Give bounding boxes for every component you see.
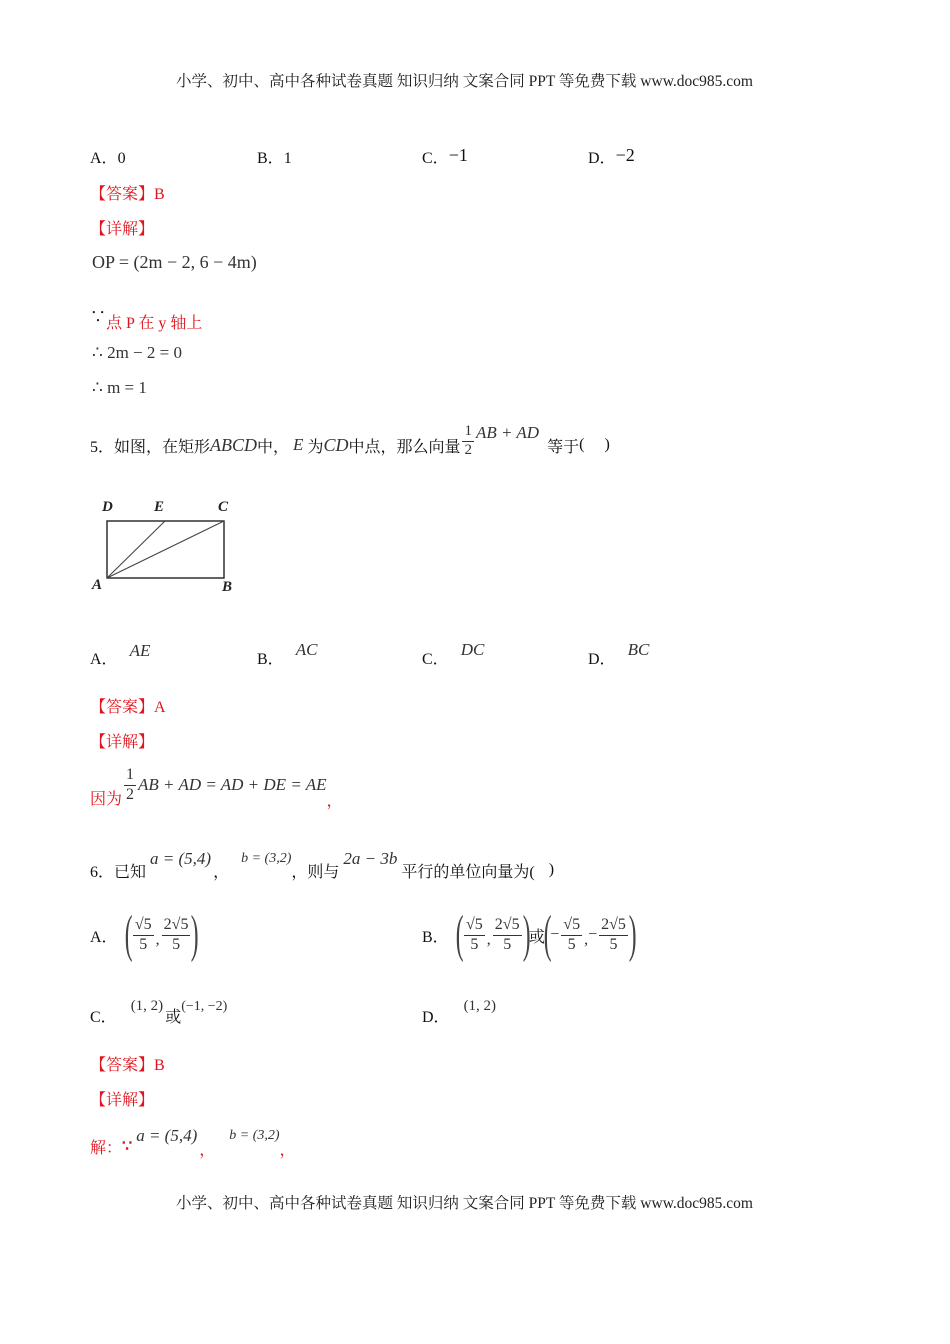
vector-value: (1, 2) xyxy=(463,998,497,1014)
question-number: 5． xyxy=(90,438,115,456)
frac-den: 5 xyxy=(503,935,512,953)
stem-text: 中， xyxy=(257,438,290,456)
fraction-x xyxy=(133,917,154,954)
option-value: AC xyxy=(295,640,318,659)
q6-option-a xyxy=(90,905,198,965)
vector-a: a = (5,4) xyxy=(150,849,212,868)
vector-a: a = (5,4) xyxy=(136,1126,198,1145)
option-label: A． xyxy=(90,651,118,668)
or-text: 或 xyxy=(165,1009,182,1026)
q6-option-c xyxy=(90,998,228,1027)
q5-option-c xyxy=(422,640,485,669)
minus-sign: − xyxy=(588,926,598,943)
because-text: 因为 xyxy=(90,790,123,808)
punctuation: ， xyxy=(279,1141,296,1159)
right-paren: ) xyxy=(522,906,531,963)
answer-blank: ( ) xyxy=(579,436,610,453)
label-a: A xyxy=(92,577,103,593)
fraction-neg-x xyxy=(561,917,582,954)
because-text: 点 P 在 y 轴上 xyxy=(106,315,203,332)
math-expr: AB + AD = AD + DE = AE xyxy=(138,775,327,794)
stem-text: ，则与 xyxy=(291,863,340,881)
q5-option-a xyxy=(90,641,151,669)
left-paren: ( xyxy=(543,906,552,963)
q5-option-d xyxy=(588,640,650,669)
q6-option-b xyxy=(422,905,635,965)
option-value: BC xyxy=(627,640,650,659)
right-paren: ) xyxy=(628,906,637,963)
q4-option-a xyxy=(90,145,126,168)
q4-option-d xyxy=(588,145,635,168)
because-symbol: ∵ xyxy=(90,309,107,326)
option-value: −1 xyxy=(448,145,468,165)
frac-num: 2√5 xyxy=(162,917,191,936)
label-b: B xyxy=(222,579,233,595)
comma: , xyxy=(584,931,589,948)
answer-value: A xyxy=(154,699,166,716)
stem-text: 平行的单位向量为( xyxy=(401,863,535,881)
fraction-y xyxy=(493,917,522,954)
minus-sign: − xyxy=(550,926,560,943)
option-label: B． xyxy=(257,651,284,668)
punctuation: ， xyxy=(326,792,343,810)
frac-num: √5 xyxy=(464,917,485,936)
answer-value: B xyxy=(154,1057,165,1074)
frac-den: 5 xyxy=(139,935,148,953)
page-footer: 小学、初中、高中各种试卷真题 知识归纳 文案合同 PPT 等免费下载 www.doc985.com xyxy=(176,1195,753,1212)
q5-answer xyxy=(90,694,166,717)
q5-detail-line xyxy=(90,760,343,810)
fraction-x xyxy=(464,917,485,954)
q6-detail-line xyxy=(90,1120,296,1160)
q4-option-c xyxy=(422,145,468,168)
vector-b: b = (3,2) xyxy=(241,851,292,866)
option-value: −2 xyxy=(615,145,635,165)
option-label: C． xyxy=(90,1009,117,1026)
q4-step1: ∴ 2m − 2 = 0 xyxy=(92,343,182,362)
answer-value: B xyxy=(154,186,165,203)
comma: , xyxy=(155,931,160,948)
label-c: C xyxy=(218,499,229,515)
math-expr: AB + AD xyxy=(475,423,540,442)
punctuation: ， xyxy=(213,863,230,881)
comma: , xyxy=(486,931,491,948)
answer-tag: 【答案】 xyxy=(90,186,155,203)
option-label: D． xyxy=(588,651,616,668)
stem-text: 已知 xyxy=(114,863,147,881)
option-label: B． xyxy=(422,928,449,946)
q4-step2: ∴ m = 1 xyxy=(92,378,147,397)
question-number: 6． xyxy=(90,863,115,881)
answer-tag: 【答案】 xyxy=(90,1057,155,1074)
q5-stem xyxy=(90,420,610,470)
q5-option-b xyxy=(257,640,318,669)
math-e: E xyxy=(293,435,304,454)
label-e: E xyxy=(154,499,165,515)
rectangle-figure xyxy=(88,497,248,601)
frac-den: 2 xyxy=(126,785,135,803)
fraction-half xyxy=(124,767,136,804)
option-label: C． xyxy=(422,651,449,668)
left-paren: ( xyxy=(455,906,464,963)
page-header: 小学、初中、高中各种试卷真题 知识归纳 文案合同 PPT 等免费下载 www.doc985.com xyxy=(176,73,753,90)
q4-answer xyxy=(90,181,165,204)
option-label: A． xyxy=(90,150,118,167)
label-d: D xyxy=(102,499,113,515)
q6-stem xyxy=(90,845,554,885)
frac-num: √5 xyxy=(561,917,582,936)
frac-den: 5 xyxy=(172,935,181,953)
vector-b: b = (3,2) xyxy=(229,1128,280,1143)
option-value: DC xyxy=(460,640,485,659)
frac-num: 2√5 xyxy=(599,917,628,936)
option-label: D． xyxy=(422,1009,450,1026)
q6-detail-tag: 【详解】 xyxy=(90,1092,155,1109)
option-value: AE xyxy=(129,641,151,660)
math-cd: CD xyxy=(323,434,349,455)
stem-text: 等于 xyxy=(547,438,580,456)
option-value: 0 xyxy=(117,150,126,167)
punctuation: ， xyxy=(199,1141,216,1159)
q6-option-d xyxy=(422,998,497,1027)
math-abcd: ABCD xyxy=(210,434,258,455)
frac-num: 1 xyxy=(124,767,136,786)
frac-num: 1 xyxy=(462,424,474,442)
option-label: D． xyxy=(588,150,616,167)
option-value: 1 xyxy=(283,150,292,167)
frac-den: 5 xyxy=(470,935,479,953)
solution-label: 解： xyxy=(90,1139,123,1157)
q4-option-b xyxy=(257,145,292,168)
left-paren: ( xyxy=(124,906,133,963)
q5-detail-tag: 【详解】 xyxy=(90,734,155,751)
vector-value: (−1, −2) xyxy=(181,999,228,1014)
frac-den: 2 xyxy=(464,441,472,458)
stem-text: 如图，在矩形 xyxy=(114,438,211,456)
q4-op-equation: OP = (2m − 2, 6 − 4m) xyxy=(92,252,257,272)
q6-answer xyxy=(90,1052,165,1075)
frac-den: 5 xyxy=(609,935,618,953)
frac-den: 5 xyxy=(567,935,576,953)
q4-detail-tag: 【详解】 xyxy=(90,221,155,238)
answer-tag: 【答案】 xyxy=(90,699,155,716)
stem-text: ) xyxy=(548,861,555,878)
because-symbol: ∵ xyxy=(122,1138,133,1155)
frac-num: √5 xyxy=(133,917,154,936)
fraction-neg-y xyxy=(599,917,628,954)
frac-num: 2√5 xyxy=(493,917,522,936)
option-label: A． xyxy=(90,928,118,946)
option-label: C． xyxy=(422,150,449,167)
stem-text: 中点，那么向量 xyxy=(348,438,461,456)
q4-because-line xyxy=(90,310,202,333)
right-paren: ) xyxy=(191,906,200,963)
vector-value: (1, 2) xyxy=(130,998,164,1014)
fraction-half xyxy=(462,424,474,459)
fraction-y xyxy=(162,917,191,954)
math-expr: 2a − 3b xyxy=(343,849,398,868)
stem-text: 为 xyxy=(307,438,324,456)
option-label: B． xyxy=(257,150,284,167)
or-text: 或 xyxy=(528,928,545,946)
